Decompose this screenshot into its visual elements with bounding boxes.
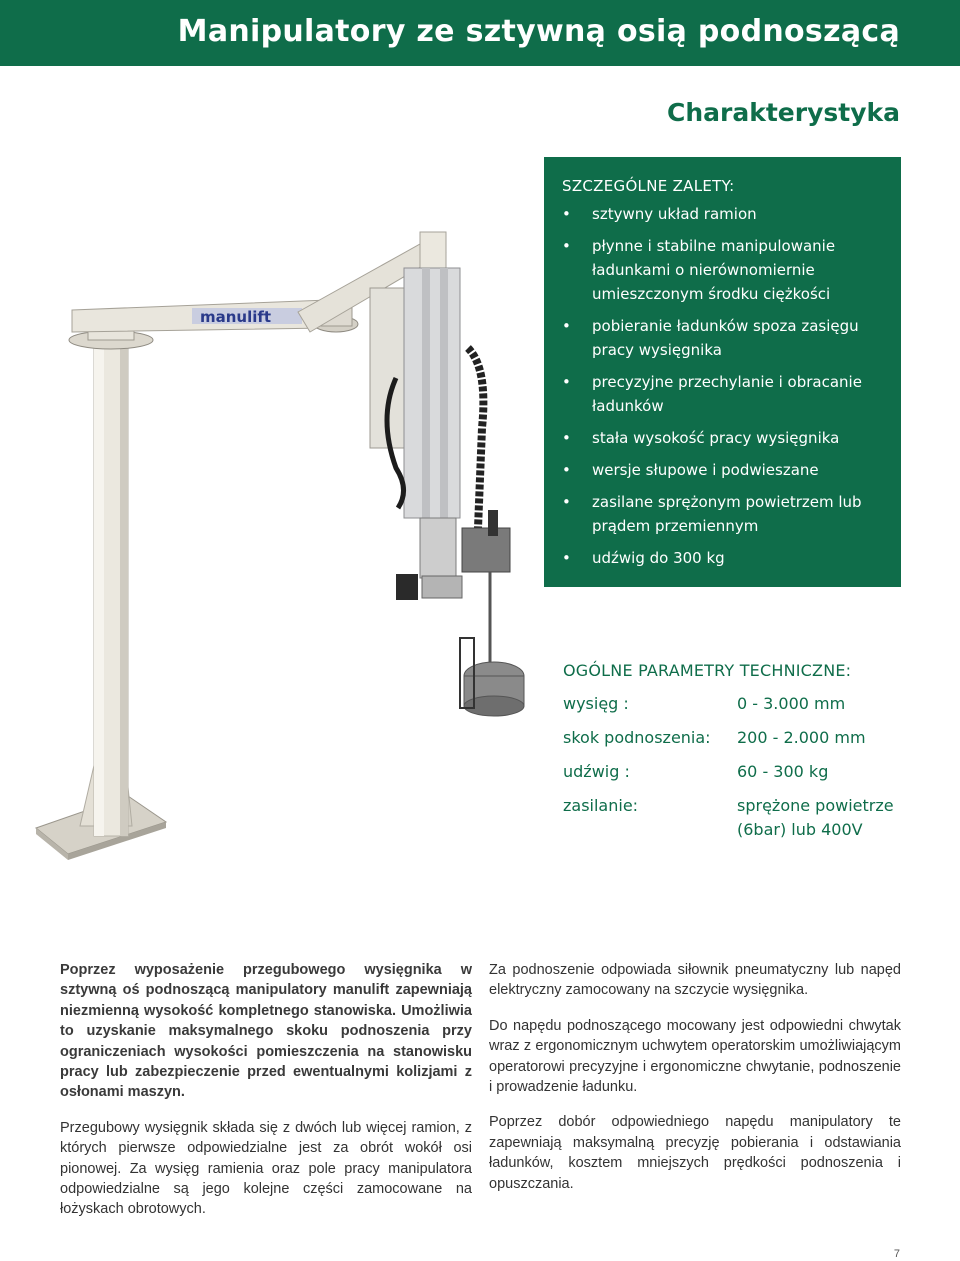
bullet-icon: • [562, 205, 571, 223]
bullet-icon: • [562, 429, 571, 447]
param-row [563, 692, 903, 716]
param-label: wysięg : [563, 694, 629, 713]
list-item [562, 234, 883, 306]
advantage-text: płynne i stabilne manipulowanie ładunkami o nierównomiernie umieszczonym środku ciężkości [592, 237, 836, 303]
brand-label: manulift [200, 308, 272, 326]
list-item [562, 314, 883, 362]
list-item [562, 202, 883, 226]
bullet-icon: • [562, 549, 571, 567]
param-row [563, 794, 903, 842]
advantage-text: wersje słupowe i podwieszane [592, 461, 819, 479]
advantage-text: udźwig do 300 kg [592, 549, 725, 567]
body-column-right [489, 960, 901, 1209]
bullet-icon: • [562, 317, 571, 335]
advantages-box [544, 157, 901, 587]
param-row [563, 760, 903, 784]
list-item [562, 370, 883, 418]
advantage-text: pobieranie ładunków spoza zasięgu pracy wysięgnika [592, 317, 859, 359]
bullet-icon: • [562, 461, 571, 479]
page-number: 7 [893, 1248, 900, 1260]
body-paragraph: Do napędu podnoszącego mocowany jest odpowiedni chwytak wraz z ergonomicznym uchwytem operatorskim umożliwiającym operatorowi precyzyjne i ergonomiczne chwytanie, podnoszenie i prowadzenie ładunku. [489, 1017, 901, 1096]
advantage-text: sztywny układ ramion [592, 205, 757, 223]
manipulator-photo [28, 228, 538, 863]
body-column-left [60, 960, 472, 1235]
bullet-icon: • [562, 373, 571, 391]
body-paragraph: Przegubowy wysięgnik składa się z dwóch lub więcej ramion, z których pierwsze odpowiedzialne jest za obrót wokół osi pionowej. Za wysięg ramienia oraz pole pracy manipulatora odpowiedzialne są jego kolejne części zamocowane na łożyskach obrotowych. [60, 1119, 472, 1218]
bullet-icon: • [562, 237, 571, 255]
section-title: Charakterystyka [667, 98, 900, 127]
list-item [562, 546, 883, 570]
list-item [562, 458, 883, 482]
header-bar [0, 0, 960, 66]
body-paragraph: Za podnoszenie odpowiada siłownik pneumatyczny lub napęd elektryczny zamocowany na szczycie wysięgnika. [489, 962, 901, 999]
param-label: udźwig : [563, 762, 630, 781]
page-title: Manipulatory ze sztywną osią podnoszącą [177, 14, 900, 49]
list-item [562, 490, 883, 538]
bullet-icon: • [562, 493, 571, 511]
parameters-heading: OGÓLNE PARAMETRY TECHNICZNE: [563, 661, 852, 680]
body-paragraph: Poprzez wyposażenie przegubowego wysięgnika w sztywną oś podnoszącą manipulatory manulift zapewniają niezmienną wysokość kompletnego stanowiska. Umożliwia to uzyskanie maksymalnego skoku podnoszenia przy ograniczeniach wysokości pomieszczenia na stanowisku pracy lub zabezpieczenie przed ewentualnymi kolizjami z osłonami maszyn. [60, 962, 472, 1101]
param-value: 200 - 2.000 mm [737, 728, 866, 747]
param-row [563, 726, 903, 750]
param-value: 0 - 3.000 mm [737, 694, 846, 713]
param-value: sprężone powietrze (6bar) lub 400V [737, 796, 894, 839]
advantage-text: stała wysokość pracy wysięgnika [592, 429, 840, 447]
body-paragraph: Poprzez dobór odpowiedniego napędu manipulatory te zapewniają maksymalną precyzję pobierania i odstawiania ładunków, kosztem mniejszych prędkości podnoszenia i opuszczania. [489, 1114, 901, 1192]
advantages-list [562, 202, 883, 570]
list-item [562, 426, 883, 450]
technical-parameters [563, 661, 903, 852]
param-label: skok podnoszenia: [563, 728, 711, 747]
param-label: zasilanie: [563, 796, 639, 815]
advantages-heading: SZCZEGÓLNE ZALETY: [562, 177, 735, 195]
param-value: 60 - 300 kg [737, 762, 829, 781]
advantage-text: precyzyjne przechylanie i obracanie ładunków [592, 373, 862, 415]
advantage-text: zasilane sprężonym powietrzem lub prądem przemiennym [592, 493, 862, 535]
